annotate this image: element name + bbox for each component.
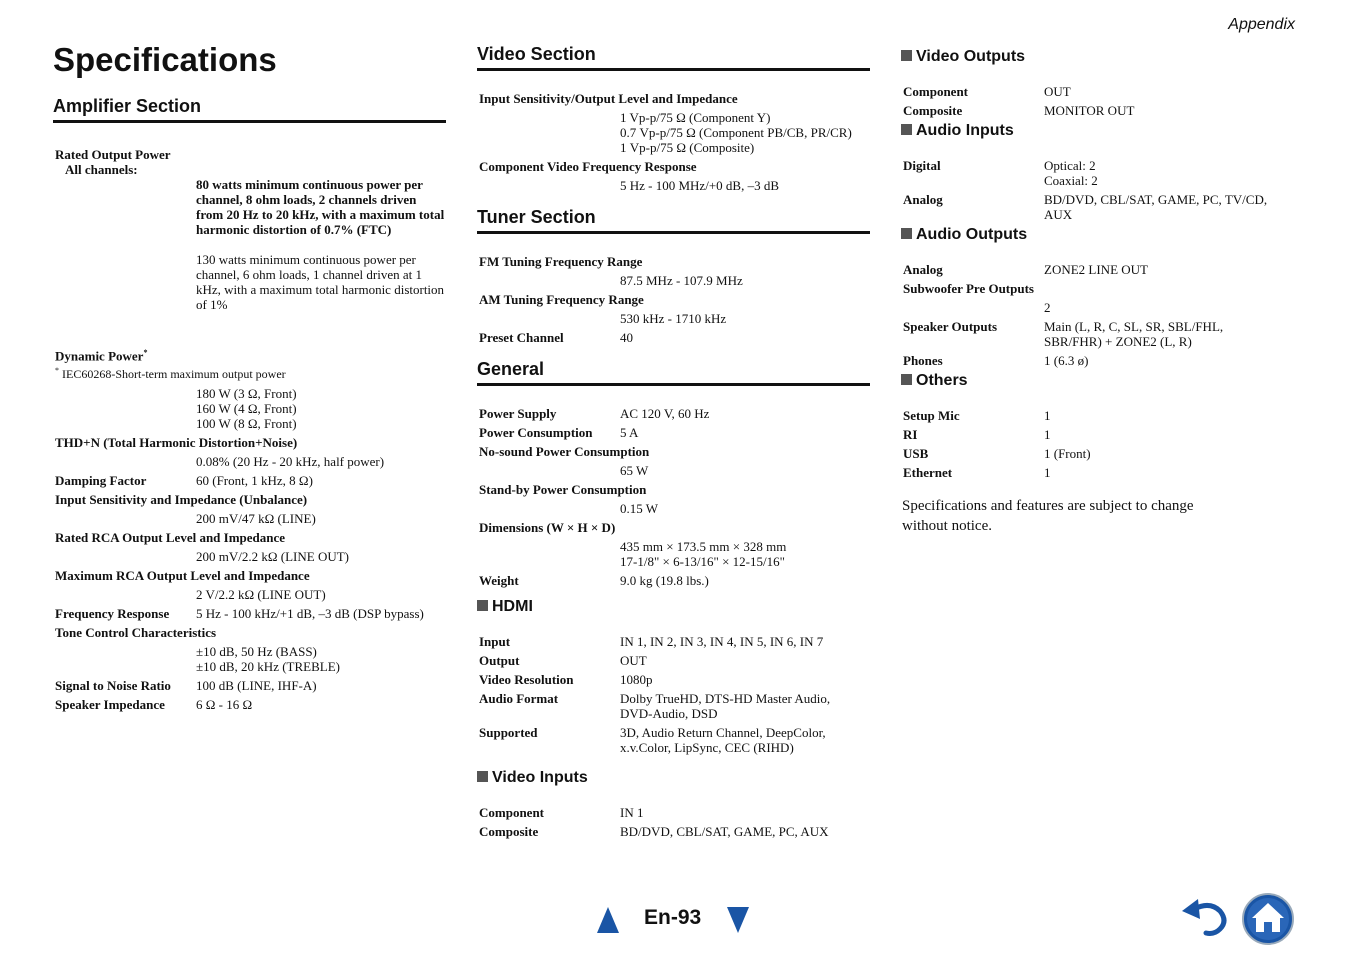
table-row: Composite BD/DVD, CBL/SAT, GAME, PC, AUX — [479, 824, 829, 839]
max-rca-label: Maximum RCA Output Level and Impedance — [55, 568, 310, 584]
audio-outputs-specs — [901, 262, 1294, 368]
home-icon[interactable] — [1241, 892, 1295, 946]
triangle-down-icon[interactable] — [727, 907, 749, 933]
speaker-imp-row — [53, 697, 446, 712]
dynamic-power-label: Dynamic Power* — [55, 348, 148, 364]
general-specs — [477, 406, 870, 588]
hdmi-heading: HDMI — [477, 598, 870, 616]
nosound-label: No-sound Power Consumption — [479, 444, 650, 459]
amplifier-heading: Amplifier Section — [53, 96, 446, 123]
general-heading: General — [477, 359, 870, 386]
square-bullet-icon — [477, 600, 488, 611]
tuner-specs — [477, 254, 870, 345]
table-row: Output OUT — [479, 653, 647, 668]
damping-row — [53, 473, 446, 488]
power-supply-row — [477, 406, 870, 421]
table-row: Component OUT — [903, 84, 1071, 99]
table-row: USB 1 (Front) — [903, 446, 1091, 461]
table-row: Supported 3D, Audio Return Channel, DeepColor, x.v.Color, LipSync, CEC (RIHD) — [479, 725, 826, 755]
square-bullet-icon — [901, 374, 912, 385]
right-column — [901, 44, 1294, 536]
all-channels-1ch: 130 watts minimum continuous power per channel, 6 ohm loads, 1 channel driven at 1 kHz, with a maximum total harmonic distortion of 1% — [196, 252, 445, 312]
nosound-value: 65 W — [620, 463, 649, 478]
preset-value: 40 — [620, 330, 633, 345]
input-sens-label: Input Sensitivity and Impedance (Unbalance) — [55, 492, 308, 508]
subwoofer-value: 2 — [1044, 300, 1051, 315]
power-cons-label: Power Consumption — [479, 425, 593, 440]
rated-rca-value: 200 mV/2.2 kΩ (LINE OUT) — [196, 549, 349, 565]
dynamic-power-values: 180 W (3 Ω, Front) 160 W (4 Ω, Front) 100 W (8 Ω, Front) — [196, 386, 297, 432]
input-sens-value: 200 mV/47 kΩ (LINE) — [196, 511, 316, 527]
video-freq-value: 5 Hz - 100 MHz/+0 dB, –3 dB — [620, 178, 779, 193]
damping-label: Damping Factor — [55, 473, 147, 489]
video-input-label: Input Sensitivity/Output Level and Impedance — [479, 91, 738, 106]
page-number: En-93 — [644, 906, 702, 929]
audio-inputs-specs — [901, 158, 1294, 222]
video-specs — [477, 91, 870, 193]
table-row: Video Resolution 1080p — [479, 672, 653, 687]
square-bullet-icon — [901, 124, 912, 135]
video-inputs-specs — [477, 805, 870, 839]
back-arrow-icon[interactable] — [1180, 895, 1230, 939]
weight-value: 9.0 kg (19.8 lbs.) — [620, 573, 709, 588]
all-channels-ftc: 80 watts minimum continuous power per channel, 8 ohm loads, 2 channels driven from 20 Hz to 20 kHz, with a maximum total harmonic distortion of 0.7% (FTC) — [196, 177, 445, 237]
thd-label: THD+N (Total Harmonic Distortion+Noise) — [55, 435, 298, 451]
amplifier-column — [53, 96, 446, 716]
all-channels-label: All channels: — [65, 162, 138, 177]
video-freq-label: Component Video Frequency Response — [479, 159, 697, 174]
rated-rca-label: Rated RCA Output Level and Impedance — [55, 530, 286, 546]
table-row: Digital Optical: 2 Coaxial: 2 — [903, 158, 1098, 188]
video-outputs-specs — [901, 84, 1294, 118]
max-rca-value: 2 V/2.2 kΩ (LINE OUT) — [196, 587, 326, 603]
tone-value: ±10 dB, 50 Hz (BASS) ±10 dB, 20 kHz (TREBLE) — [196, 644, 340, 675]
snr-value: 100 dB (LINE, IHF-A) — [196, 678, 317, 694]
thd-value: 0.08% (20 Hz - 20 kHz, half power) — [196, 454, 385, 470]
dims-value: 435 mm × 173.5 mm × 328 mm 17-1/8" × 6-13/16" × 12-15/16" — [620, 539, 787, 569]
table-row: Setup Mic 1 — [903, 408, 1051, 423]
am-value: 530 kHz - 1710 kHz — [620, 311, 727, 326]
page-title: Specifications — [53, 41, 277, 78]
dims-label: Dimensions (W × H × D) — [479, 520, 616, 535]
snr-label: Signal to Noise Ratio — [55, 678, 171, 694]
table-row: Component IN 1 — [479, 805, 644, 820]
all-channels-row — [53, 162, 446, 327]
appendix-label: Appendix — [1228, 16, 1295, 33]
others-heading: Others — [901, 372, 1294, 390]
preset-row — [477, 330, 870, 345]
fm-value: 87.5 MHz - 107.9 MHz — [620, 273, 743, 288]
tone-label: Tone Control Characteristics — [55, 625, 217, 641]
table-row: Input IN 1, IN 2, IN 3, IN 4, IN 5, IN 6, IN 7 — [479, 634, 824, 649]
speaker-imp-label: Speaker Impedance — [55, 697, 165, 713]
table-row: Ethernet 1 — [903, 465, 1051, 480]
power-cons-value: 5 A — [620, 425, 639, 440]
power-cons-row — [477, 425, 870, 440]
video-outputs-heading: Video Outputs — [901, 48, 1294, 66]
fm-label: FM Tuning Frequency Range — [479, 254, 643, 269]
speaker-imp-value: 6 Ω - 16 Ω — [196, 697, 253, 713]
table-row: Analog BD/DVD, CBL/SAT, GAME, PC, TV/CD, AUX — [903, 192, 1268, 222]
audio-inputs-heading: Audio Inputs — [901, 122, 1294, 140]
am-label: AM Tuning Frequency Range — [479, 292, 644, 307]
power-supply-label: Power Supply — [479, 406, 557, 421]
video-inputs-heading: Video Inputs — [477, 769, 870, 787]
preset-label: Preset Channel — [479, 330, 564, 345]
table-row: Speaker Outputs Main (L, R, C, SL, SR, SBL/FHL, SBR/FHR) + ZONE2 (L, R) — [903, 319, 1224, 349]
freq-value: 5 Hz - 100 kHz/+1 dB, –3 dB (DSP bypass) — [196, 606, 424, 622]
square-bullet-icon — [901, 228, 912, 239]
closing-note: Specifications and features are subject to change without notice. — [902, 498, 1194, 534]
audio-outputs-heading: Audio Outputs — [901, 226, 1294, 244]
freq-row — [53, 606, 446, 621]
table-row: RI 1 — [903, 427, 1051, 442]
weight-label: Weight — [479, 573, 519, 588]
standby-value: 0.15 W — [620, 501, 659, 516]
all-channels-value — [196, 162, 446, 327]
video-heading: Video Section — [477, 44, 870, 71]
rated-output-power-label: Rated Output Power — [55, 147, 171, 162]
subwoofer-label: Subwoofer Pre Outputs — [903, 281, 1034, 296]
freq-label: Frequency Response — [55, 606, 170, 622]
standby-label: Stand-by Power Consumption — [479, 482, 647, 497]
snr-row — [53, 678, 446, 693]
power-supply-value: AC 120 V, 60 Hz — [620, 406, 710, 421]
video-input-value: 1 Vp-p/75 Ω (Component Y) 0.7 Vp-p/75 Ω (Component PB/CB, PR/CR) 1 Vp-p/75 Ω (Composite) — [620, 110, 852, 155]
table-row: Phones 1 (6.3 ø) — [903, 353, 1089, 368]
amplifier-specs — [53, 147, 446, 712]
table-row: Composite MONITOR OUT — [903, 103, 1135, 118]
triangle-up-icon[interactable] — [597, 907, 619, 933]
weight-row — [477, 573, 870, 588]
table-row: Audio Format Dolby TrueHD, DTS-HD Master Audio, DVD-Audio, DSD — [479, 691, 831, 721]
tuner-heading: Tuner Section — [477, 207, 870, 234]
square-bullet-icon — [477, 771, 488, 782]
damping-value: 60 (Front, 1 kHz, 8 Ω) — [196, 473, 313, 489]
others-specs — [901, 408, 1294, 480]
square-bullet-icon — [901, 50, 912, 61]
hdmi-specs — [477, 634, 870, 755]
table-row: Analog ZONE2 LINE OUT — [903, 262, 1148, 277]
dynamic-power-footnote: * IEC60268-Short-term maximum output power — [55, 366, 286, 382]
middle-column — [477, 44, 870, 843]
